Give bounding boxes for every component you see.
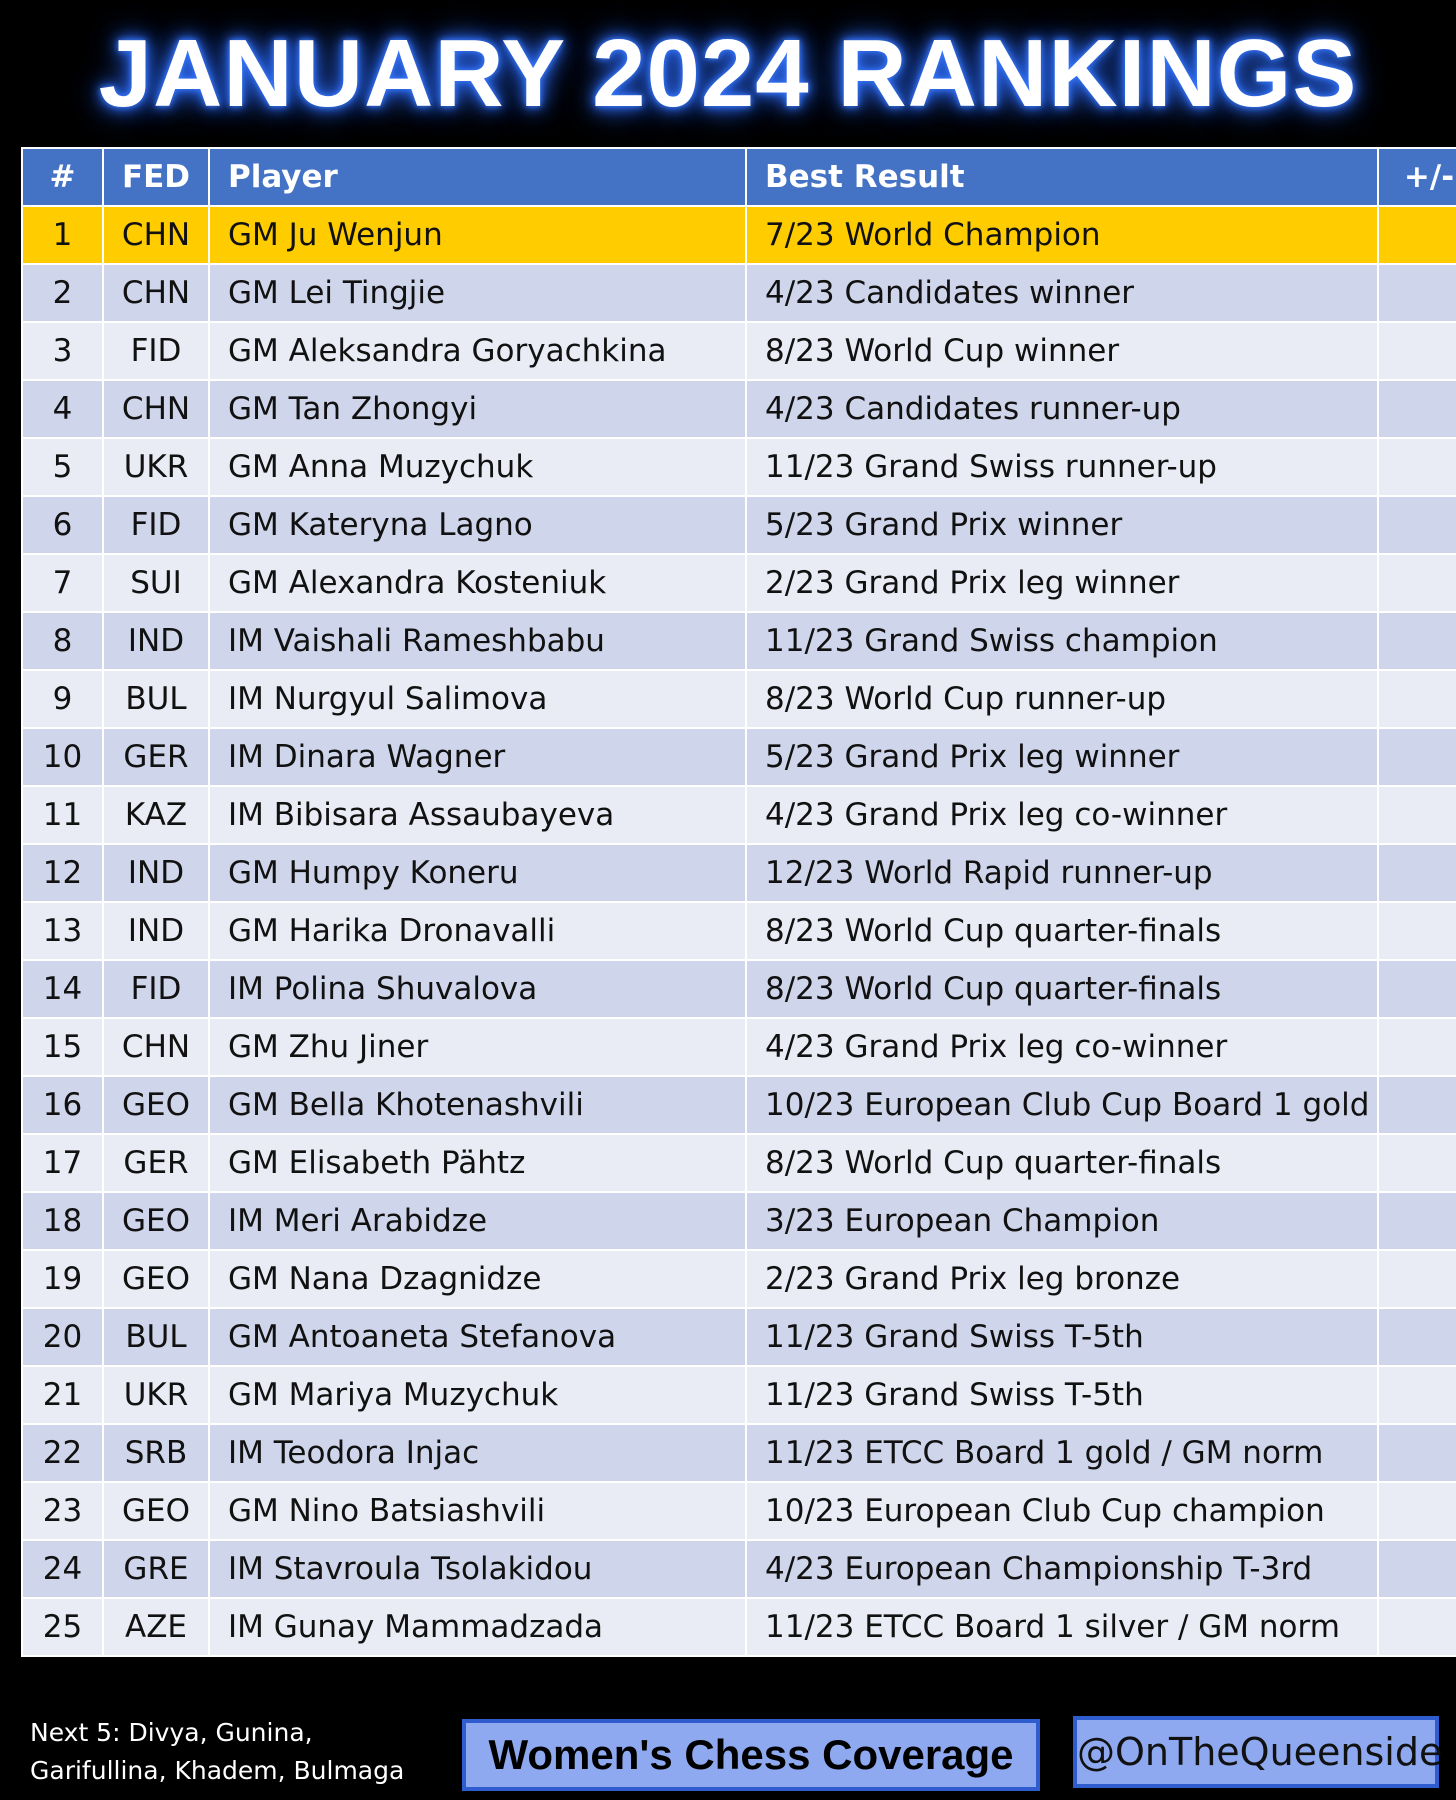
table-row (22, 1482, 1456, 1540)
player-cell: GM Aleksandra Goryachkina (209, 322, 746, 380)
table-row (22, 264, 1456, 322)
fed-cell: SRB (103, 1424, 209, 1482)
best-result-cell: 8/23 World Cup runner-up (746, 670, 1378, 728)
fed-cell: FID (103, 322, 209, 380)
fed-cell: IND (103, 612, 209, 670)
fed-cell: SUI (103, 554, 209, 612)
change-cell (1378, 1134, 1456, 1192)
change-cell (1378, 1192, 1456, 1250)
change-cell (1378, 960, 1456, 1018)
best-result-cell: 4/23 Candidates runner-up (746, 380, 1378, 438)
player-cell: IM Teodora Injac (209, 1424, 746, 1482)
rank-cell: 13 (22, 902, 103, 960)
table-row (22, 322, 1456, 380)
change-cell (1378, 1076, 1456, 1134)
table-row (22, 496, 1456, 554)
rank-cell: 25 (22, 1598, 103, 1656)
table-row (22, 438, 1456, 496)
player-cell: IM Stavroula Tsolakidou (209, 1540, 746, 1598)
coverage-badge: Women's Chess Coverage (462, 1719, 1040, 1791)
header-rank: # (22, 148, 103, 206)
fed-cell: GER (103, 1134, 209, 1192)
table-row (22, 1424, 1456, 1482)
rank-cell: 1 (22, 206, 103, 264)
table-row (22, 1076, 1456, 1134)
player-cell: IM Dinara Wagner (209, 728, 746, 786)
table-row (22, 1192, 1456, 1250)
header-row (22, 148, 1456, 206)
player-cell: IM Gunay Mammadzada (209, 1598, 746, 1656)
best-result-cell: 8/23 World Cup quarter-finals (746, 1134, 1378, 1192)
best-result-cell: 12/23 World Rapid runner-up (746, 844, 1378, 902)
player-cell: GM Mariya Muzychuk (209, 1366, 746, 1424)
player-cell: IM Bibisara Assaubayeva (209, 786, 746, 844)
best-result-cell: 11/23 ETCC Board 1 gold / GM norm (746, 1424, 1378, 1482)
rank-cell: 16 (22, 1076, 103, 1134)
best-result-cell: 4/23 Candidates winner (746, 264, 1378, 322)
change-cell (1378, 728, 1456, 786)
fed-cell: FID (103, 960, 209, 1018)
rank-cell: 12 (22, 844, 103, 902)
table-row (22, 728, 1456, 786)
player-cell: GM Bella Khotenashvili (209, 1076, 746, 1134)
table-row (22, 844, 1456, 902)
change-cell (1378, 206, 1456, 264)
rank-cell: 4 (22, 380, 103, 438)
change-cell (1378, 322, 1456, 380)
change-cell (1378, 554, 1456, 612)
player-cell: GM Harika Dronavalli (209, 902, 746, 960)
best-result-cell: 11/23 Grand Swiss runner-up (746, 438, 1378, 496)
rank-cell: 19 (22, 1250, 103, 1308)
player-cell: GM Elisabeth Pähtz (209, 1134, 746, 1192)
best-result-cell: 11/23 Grand Swiss champion (746, 612, 1378, 670)
fed-cell: GEO (103, 1250, 209, 1308)
table-header (22, 148, 1456, 206)
change-cell (1378, 670, 1456, 728)
rank-cell: 11 (22, 786, 103, 844)
player-cell: GM Antoaneta Stefanova (209, 1308, 746, 1366)
table-row (22, 554, 1456, 612)
rank-cell: 6 (22, 496, 103, 554)
fed-cell: UKR (103, 438, 209, 496)
player-cell: GM Kateryna Lagno (209, 496, 746, 554)
player-cell: IM Meri Arabidze (209, 1192, 746, 1250)
player-cell: GM Tan Zhongyi (209, 380, 746, 438)
best-result-cell: 2/23 Grand Prix leg bronze (746, 1250, 1378, 1308)
best-result-cell: 11/23 Grand Swiss T-5th (746, 1366, 1378, 1424)
rankings-table (21, 147, 1456, 1657)
best-result-cell: 4/23 Grand Prix leg co-winner (746, 1018, 1378, 1076)
fed-cell: CHN (103, 206, 209, 264)
fed-cell: CHN (103, 264, 209, 322)
player-cell: GM Zhu Jiner (209, 1018, 746, 1076)
player-cell: GM Nana Dzagnidze (209, 1250, 746, 1308)
player-cell: GM Alexandra Kosteniuk (209, 554, 746, 612)
rank-cell: 24 (22, 1540, 103, 1598)
fed-cell: AZE (103, 1598, 209, 1656)
table-body (22, 206, 1456, 1656)
fed-cell: FID (103, 496, 209, 554)
rank-cell: 22 (22, 1424, 103, 1482)
player-cell: GM Lei Tingjie (209, 264, 746, 322)
best-result-cell: 4/23 Grand Prix leg co-winner (746, 786, 1378, 844)
table-row (22, 902, 1456, 960)
table-row (22, 786, 1456, 844)
change-cell (1378, 438, 1456, 496)
table-row (22, 1540, 1456, 1598)
table-row (22, 1134, 1456, 1192)
best-result-cell: 8/23 World Cup winner (746, 322, 1378, 380)
rank-cell: 18 (22, 1192, 103, 1250)
social-handle-badge: @OnTheQueenside (1073, 1716, 1439, 1788)
best-result-cell: 3/23 European Champion (746, 1192, 1378, 1250)
best-result-cell: 11/23 ETCC Board 1 silver / GM norm (746, 1598, 1378, 1656)
rank-cell: 2 (22, 264, 103, 322)
rank-cell: 17 (22, 1134, 103, 1192)
player-cell: IM Nurgyul Salimova (209, 670, 746, 728)
table-row (22, 1250, 1456, 1308)
player-cell: IM Vaishali Rameshbabu (209, 612, 746, 670)
fed-cell: GEO (103, 1192, 209, 1250)
rank-cell: 9 (22, 670, 103, 728)
rank-cell: 10 (22, 728, 103, 786)
next-five-line-1: Next 5: Divya, Gunina, (30, 1718, 313, 1747)
fed-cell: GER (103, 728, 209, 786)
best-result-cell: 4/23 European Championship T-3rd (746, 1540, 1378, 1598)
fed-cell: CHN (103, 1018, 209, 1076)
fed-cell: IND (103, 902, 209, 960)
player-cell: GM Ju Wenjun (209, 206, 746, 264)
player-cell: GM Humpy Koneru (209, 844, 746, 902)
best-result-cell: 11/23 Grand Swiss T-5th (746, 1308, 1378, 1366)
fed-cell: BUL (103, 1308, 209, 1366)
change-cell (1378, 1540, 1456, 1598)
header-change: +/- (1378, 148, 1456, 206)
rank-cell: 5 (22, 438, 103, 496)
best-result-cell: 8/23 World Cup quarter-finals (746, 902, 1378, 960)
table-row (22, 670, 1456, 728)
change-cell (1378, 1250, 1456, 1308)
player-cell: GM Nino Batsiashvili (209, 1482, 746, 1540)
change-cell (1378, 844, 1456, 902)
table-row (22, 960, 1456, 1018)
change-cell (1378, 496, 1456, 554)
best-result-cell: 10/23 European Club Cup champion (746, 1482, 1378, 1540)
rank-cell: 8 (22, 612, 103, 670)
player-cell: GM Anna Muzychuk (209, 438, 746, 496)
next-five-note (30, 1714, 450, 1790)
rank-cell: 14 (22, 960, 103, 1018)
next-five-line-2: Garifullina, Khadem, Bulmaga (30, 1756, 405, 1785)
best-result-cell: 10/23 European Club Cup Board 1 gold (746, 1076, 1378, 1134)
rank-cell: 21 (22, 1366, 103, 1424)
change-cell (1378, 786, 1456, 844)
change-cell (1378, 1366, 1456, 1424)
rank-cell: 15 (22, 1018, 103, 1076)
change-cell (1378, 1018, 1456, 1076)
table-row (22, 1018, 1456, 1076)
fed-cell: GRE (103, 1540, 209, 1598)
table-row (22, 206, 1456, 264)
page-title: JANUARY 2024 RANKINGS (98, 20, 1358, 127)
fed-cell: UKR (103, 1366, 209, 1424)
change-cell (1378, 380, 1456, 438)
fed-cell: KAZ (103, 786, 209, 844)
rank-cell: 23 (22, 1482, 103, 1540)
change-cell (1378, 264, 1456, 322)
best-result-cell: 5/23 Grand Prix leg winner (746, 728, 1378, 786)
best-result-cell: 5/23 Grand Prix winner (746, 496, 1378, 554)
header-best-result: Best Result (746, 148, 1378, 206)
change-cell (1378, 612, 1456, 670)
change-cell (1378, 1308, 1456, 1366)
change-cell (1378, 1482, 1456, 1540)
change-cell (1378, 902, 1456, 960)
player-cell: IM Polina Shuvalova (209, 960, 746, 1018)
change-cell (1378, 1424, 1456, 1482)
rank-cell: 3 (22, 322, 103, 380)
fed-cell: CHN (103, 380, 209, 438)
fed-cell: BUL (103, 670, 209, 728)
fed-cell: IND (103, 844, 209, 902)
table-row (22, 380, 1456, 438)
header-fed: FED (103, 148, 209, 206)
best-result-cell: 8/23 World Cup quarter-finals (746, 960, 1378, 1018)
table-row (22, 612, 1456, 670)
rank-cell: 20 (22, 1308, 103, 1366)
best-result-cell: 7/23 World Champion (746, 206, 1378, 264)
header-player: Player (209, 148, 746, 206)
fed-cell: GEO (103, 1076, 209, 1134)
fed-cell: GEO (103, 1482, 209, 1540)
table-row (22, 1366, 1456, 1424)
best-result-cell: 2/23 Grand Prix leg winner (746, 554, 1378, 612)
rank-cell: 7 (22, 554, 103, 612)
table-row (22, 1598, 1456, 1656)
table-row (22, 1308, 1456, 1366)
change-cell (1378, 1598, 1456, 1656)
